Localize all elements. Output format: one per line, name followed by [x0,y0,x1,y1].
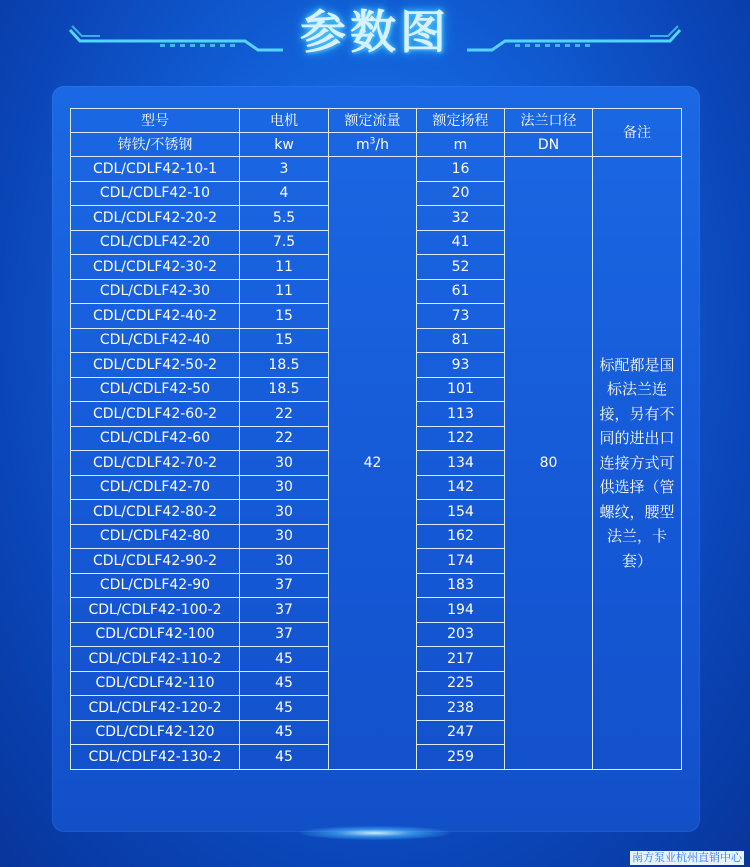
cell-head: 32 [417,206,505,231]
cell-model: CDL/CDLF42-30 [71,279,240,304]
cell-remark: 标配都是国标法兰连接，另有不同的进出口连接方式可供选择（管螺纹，腰型法兰，卡套） [593,157,682,770]
cell-model: CDL/CDLF42-90 [71,573,240,598]
cell-model: CDL/CDLF42-110 [71,671,240,696]
cell-head: 134 [417,451,505,476]
col-unit-head: m [417,133,505,157]
table-row [71,157,682,182]
flow-unit-exp: 3 [369,135,376,146]
cell-model: CDL/CDLF42-40 [71,328,240,353]
cell-model: CDL/CDLF42-10-1 [71,157,240,182]
header-row [71,109,682,133]
cell-head: 174 [417,549,505,574]
cell-model: CDL/CDLF42-70-2 [71,451,240,476]
cell-model: CDL/CDLF42-120 [71,720,240,745]
cell-motor: 7.5 [240,230,329,255]
cell-motor: 45 [240,671,329,696]
col-unit-motor: kw [240,133,329,157]
cell-head: 122 [417,426,505,451]
cell-head: 113 [417,402,505,427]
cell-motor: 30 [240,451,329,476]
cell-motor: 4 [240,181,329,206]
cell-motor: 5.5 [240,206,329,231]
col-header-model: 型号 [71,109,240,133]
cell-model: CDL/CDLF42-10 [71,181,240,206]
flow-unit-tail: /h [375,136,389,153]
cell-motor: 15 [240,328,329,353]
cell-motor: 22 [240,402,329,427]
cell-motor: 30 [240,475,329,500]
cell-motor: 45 [240,696,329,721]
cell-motor: 45 [240,720,329,745]
cell-model: CDL/CDLF42-20 [71,230,240,255]
page-title: 参数图 [300,5,450,59]
cell-motor: 22 [240,426,329,451]
cell-head: 93 [417,353,505,378]
cell-head: 154 [417,500,505,525]
cell-model: CDL/CDLF42-20-2 [71,206,240,231]
cell-motor: 30 [240,549,329,574]
cell-motor: 37 [240,573,329,598]
cell-head: 238 [417,696,505,721]
cell-motor: 30 [240,524,329,549]
cell-model: CDL/CDLF42-130-2 [71,745,240,770]
cell-head: 52 [417,255,505,280]
cell-head: 101 [417,377,505,402]
cell-head: 16 [417,157,505,182]
cell-head: 183 [417,573,505,598]
cell-model: CDL/CDLF42-40-2 [71,304,240,329]
cell-model: CDL/CDLF42-30-2 [71,255,240,280]
cell-head: 81 [417,328,505,353]
cell-head: 20 [417,181,505,206]
spec-table [70,108,682,770]
bottom-glow [300,826,450,840]
cell-head: 142 [417,475,505,500]
cell-motor: 37 [240,598,329,623]
cell-head: 225 [417,671,505,696]
cell-model: CDL/CDLF42-100-2 [71,598,240,623]
cell-model: CDL/CDLF42-80 [71,524,240,549]
cell-motor: 11 [240,279,329,304]
cell-head: 41 [417,230,505,255]
cell-model: CDL/CDLF42-60-2 [71,402,240,427]
cell-model: CDL/CDLF42-120-2 [71,696,240,721]
cell-model: CDL/CDLF42-50 [71,377,240,402]
cell-head: 61 [417,279,505,304]
cell-motor: 3 [240,157,329,182]
cell-head: 217 [417,647,505,672]
cell-head: 259 [417,745,505,770]
col-header-flow: 额定流量 [329,109,417,133]
col-header-motor: 电机 [240,109,329,133]
cell-model: CDL/CDLF42-90-2 [71,549,240,574]
col-header-head: 额定扬程 [417,109,505,133]
col-unit-material: 铸铁/不锈钢 [71,133,240,157]
watermark: 南方泵业杭州直销中心 [632,851,742,864]
col-header-remark: 备注 [593,109,682,157]
cell-model: CDL/CDLF42-50-2 [71,353,240,378]
col-header-flange: 法兰口径 [505,109,593,133]
cell-motor: 11 [240,255,329,280]
cell-motor: 37 [240,622,329,647]
cell-head: 194 [417,598,505,623]
cell-motor: 18.5 [240,377,329,402]
cell-head: 247 [417,720,505,745]
cell-flange: 80 [505,157,593,770]
flow-unit-base: m [356,136,370,153]
cell-motor: 45 [240,647,329,672]
cell-head: 162 [417,524,505,549]
cell-model: CDL/CDLF42-60 [71,426,240,451]
cell-model: CDL/CDLF42-110-2 [71,647,240,672]
cell-motor: 30 [240,500,329,525]
cell-motor: 15 [240,304,329,329]
cell-motor: 45 [240,745,329,770]
cell-model: CDL/CDLF42-70 [71,475,240,500]
cell-motor: 18.5 [240,353,329,378]
cell-head: 203 [417,622,505,647]
cell-model: CDL/CDLF42-100 [71,622,240,647]
cell-head: 73 [417,304,505,329]
col-unit-flow [329,133,417,157]
unit-row [71,133,682,157]
cell-model: CDL/CDLF42-80-2 [71,500,240,525]
col-unit-flange: DN [505,133,593,157]
cell-flow: 42 [329,157,417,770]
header [0,0,750,70]
